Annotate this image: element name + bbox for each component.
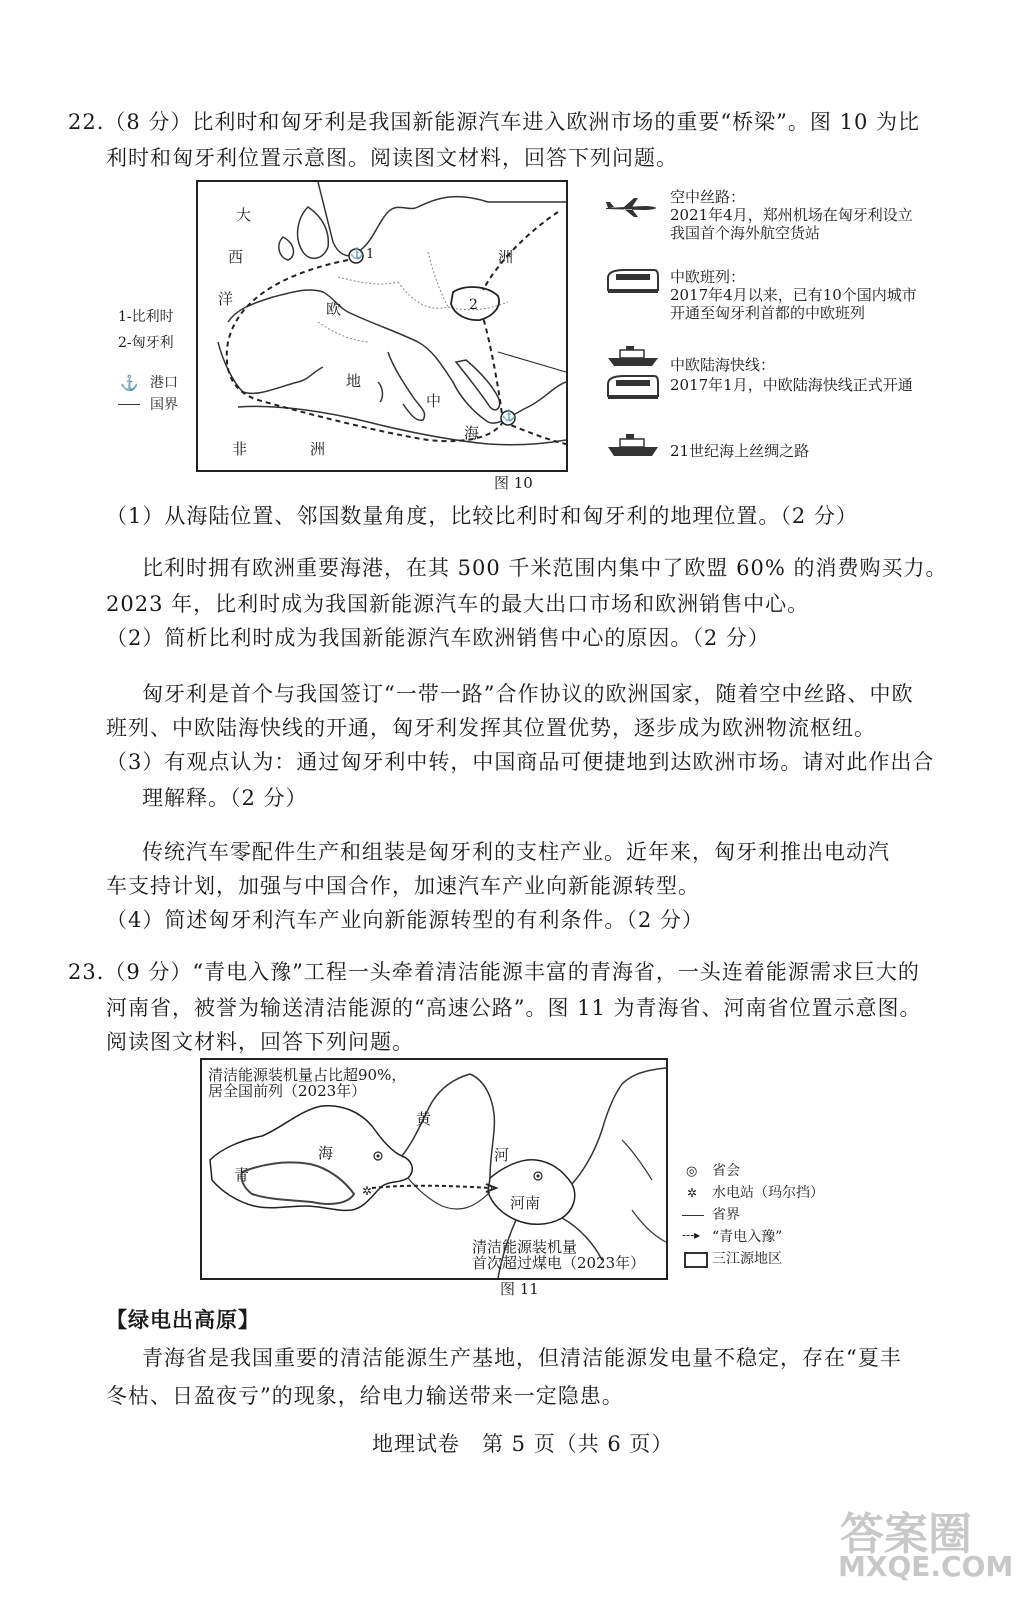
map-label-henan: 河南 <box>510 1194 541 1212</box>
figure-11-caption: 图 11 <box>500 1280 539 1298</box>
air-silk-road-title: 空中丝路： <box>670 188 746 206</box>
hydro-station-icon: ✲ <box>687 1186 698 1200</box>
province-border-icon <box>682 1215 704 1216</box>
legend-capital: 省会 <box>712 1163 740 1179</box>
air-silk-road-desc2: 我国首个海外航空货站 <box>670 224 821 242</box>
page-footer: 地理试卷 第 5 页（共 6 页） <box>372 1432 674 1456</box>
q22-sub4: （4）简述匈牙利汽车产业向新能源转型的有利条件。（2 分） <box>106 908 704 932</box>
air-silk-road-desc1: 2021年4月，郑州机场在匈牙利设立 <box>670 206 913 224</box>
q23-stem-line2: 河南省，被誉为输送清洁能源的“高速公路”。图 11 为青海省、河南省位置示意图。 <box>106 996 922 1020</box>
q22-para1-line2: 2023 年，比利时成为我国新能源汽车的最大出口市场和欧洲销售中心。 <box>106 592 810 616</box>
europe-map-drawing <box>198 182 566 470</box>
q22-para3-line1: 传统汽车零配件生产和组装是匈牙利的支柱产业。近年来，匈牙利推出电动汽 <box>142 840 890 864</box>
map-label-qing: 青 <box>234 1166 250 1184</box>
figure-10-caption: 图 10 <box>494 474 533 492</box>
map-label-zhong: 中 <box>426 392 442 410</box>
q22-para2-line2: 班列、中欧陆海快线的开通，匈牙利发挥其位置优势，逐步成为欧洲物流枢纽。 <box>106 716 876 740</box>
legend-sanjiangyuan: 三江源地区 <box>712 1251 782 1267</box>
qinghai-henan-map <box>200 1058 668 1280</box>
q23-para1-line2: 冬枯、日盈夜亏”的现象，给电力输送带来一定隐患。 <box>106 1384 624 1408</box>
map-label-huang: 黄 <box>416 1110 432 1128</box>
map-label-hai: 海 <box>318 1144 334 1162</box>
q23-para1-line1: 青海省是我国重要的清洁能源生产基地，但清洁能源发电量不稳定，存在“夏丰 <box>142 1346 902 1370</box>
watermark-logo: 答案圈 <box>840 1509 972 1560</box>
map-label-di: 地 <box>346 372 362 390</box>
port-anchor-icon: ⚓ <box>502 409 516 422</box>
q22-stem-line1: 22.（8 分）比利时和匈牙利是我国新能源汽车进入欧洲市场的重要“桥梁”。图 10 为比 <box>68 110 920 134</box>
anchor-icon: ⚓ <box>120 374 139 392</box>
airplane-icon <box>604 196 658 218</box>
q22-sub1: （1）从海陆位置、邻国数量角度，比较比利时和匈牙利的地理位置。（2 分） <box>106 504 858 528</box>
legend-hungary: 2-匈牙利 <box>118 335 174 351</box>
q22-sub3-line1: （3）有观点认为：通过匈牙利中转，中国商品可便捷地到达欧洲市场。请对此作出合 <box>106 750 935 774</box>
china-europe-rail-title: 中欧班列： <box>670 268 746 286</box>
q22-para1-line1: 比利时拥有欧洲重要海港，在其 500 千米范围内集中了欧盟 60% 的消费购买力。 <box>142 556 948 580</box>
henan-note-line2: 首次超过煤电（2023年） <box>472 1254 646 1272</box>
train-icon <box>604 372 660 402</box>
q22-para2-line1: 匈牙利是首个与我国签订“一带一路”合作协议的欧洲国家，随着空中丝路、中欧 <box>142 682 914 706</box>
europe-map <box>196 180 568 472</box>
map-label-da: 大 <box>236 206 252 224</box>
map-label-zhou: 洲 <box>498 248 514 266</box>
maritime-silk-road: 21世纪海上丝绸之路 <box>670 442 810 460</box>
route-arrow-icon: ---▸ <box>682 1228 701 1242</box>
china-europe-rail-desc1: 2017年4月以来，已有10个国内城市 <box>670 286 917 304</box>
q23-stem-line1: 23.（9 分）“青电入豫”工程一头牵着清洁能源丰富的青海省，一头连着能源需求巨大的 <box>68 960 920 984</box>
q22-sub2: （2）简析比利时成为我国新能源汽车欧洲销售中心的原因。（2 分） <box>106 626 770 650</box>
legend-province-border: 省界 <box>712 1207 740 1223</box>
ship-icon <box>606 432 660 458</box>
legend-port: 港口 <box>150 375 178 391</box>
qinghai-note-line2: 居全国前列（2023年） <box>208 1082 367 1100</box>
port-anchor-icon: ⚓ <box>350 247 364 260</box>
map-label-yang: 洋 <box>218 290 234 308</box>
legend-hydro: 水电站（玛尔挡） <box>712 1185 824 1201</box>
qinghai-note-line1: 清洁能源装机量占比超90%， <box>208 1066 407 1084</box>
capital-icon: ◎ <box>686 1164 698 1179</box>
q22-stem-line2: 利时和匈牙利位置示意图。阅读图文材料，回答下列问题。 <box>106 146 678 170</box>
china-europe-rail-desc2: 开通至匈牙利首都的中欧班列 <box>670 304 866 322</box>
q22-para3-line2: 车支持计划，加强与中国合作，加速汽车产业向新能源转型。 <box>106 874 700 898</box>
map-label-2: 2 <box>469 297 478 313</box>
ship-icon <box>606 344 660 368</box>
map-label-hai: 海 <box>464 424 480 442</box>
map-label-zhou2: 洲 <box>310 440 326 458</box>
map-label-ou: 欧 <box>326 300 342 318</box>
map-label-fei: 非 <box>232 440 248 458</box>
q22-sub3-line2: 理解释。（2 分） <box>142 786 308 810</box>
map-label-1: 1 <box>366 247 375 262</box>
land-sea-express-title: 中欧陆海快线： <box>670 356 776 374</box>
legend-route: “青电入豫” <box>712 1229 783 1245</box>
legend-border: 国界 <box>150 397 178 413</box>
border-line-icon <box>118 404 140 405</box>
henan-note-line1: 清洁能源装机量 <box>472 1238 578 1256</box>
map-label-he: 河 <box>494 1146 510 1164</box>
land-sea-express-desc: 2017年1月，中欧陆海快线正式开通 <box>670 376 913 394</box>
watermark-url: MXQE.COM <box>838 1550 1014 1583</box>
train-icon <box>604 266 660 296</box>
section-title: 【绿电出高原】 <box>106 1308 260 1332</box>
region-box-icon <box>684 1252 708 1268</box>
q23-stem-line3: 阅读图文材料，回答下列问题。 <box>106 1030 414 1054</box>
map-label-xi: 西 <box>228 248 244 266</box>
hydro-station-icon: ✲ <box>362 1184 373 1198</box>
legend-belgium: 1-比利时 <box>118 309 174 325</box>
